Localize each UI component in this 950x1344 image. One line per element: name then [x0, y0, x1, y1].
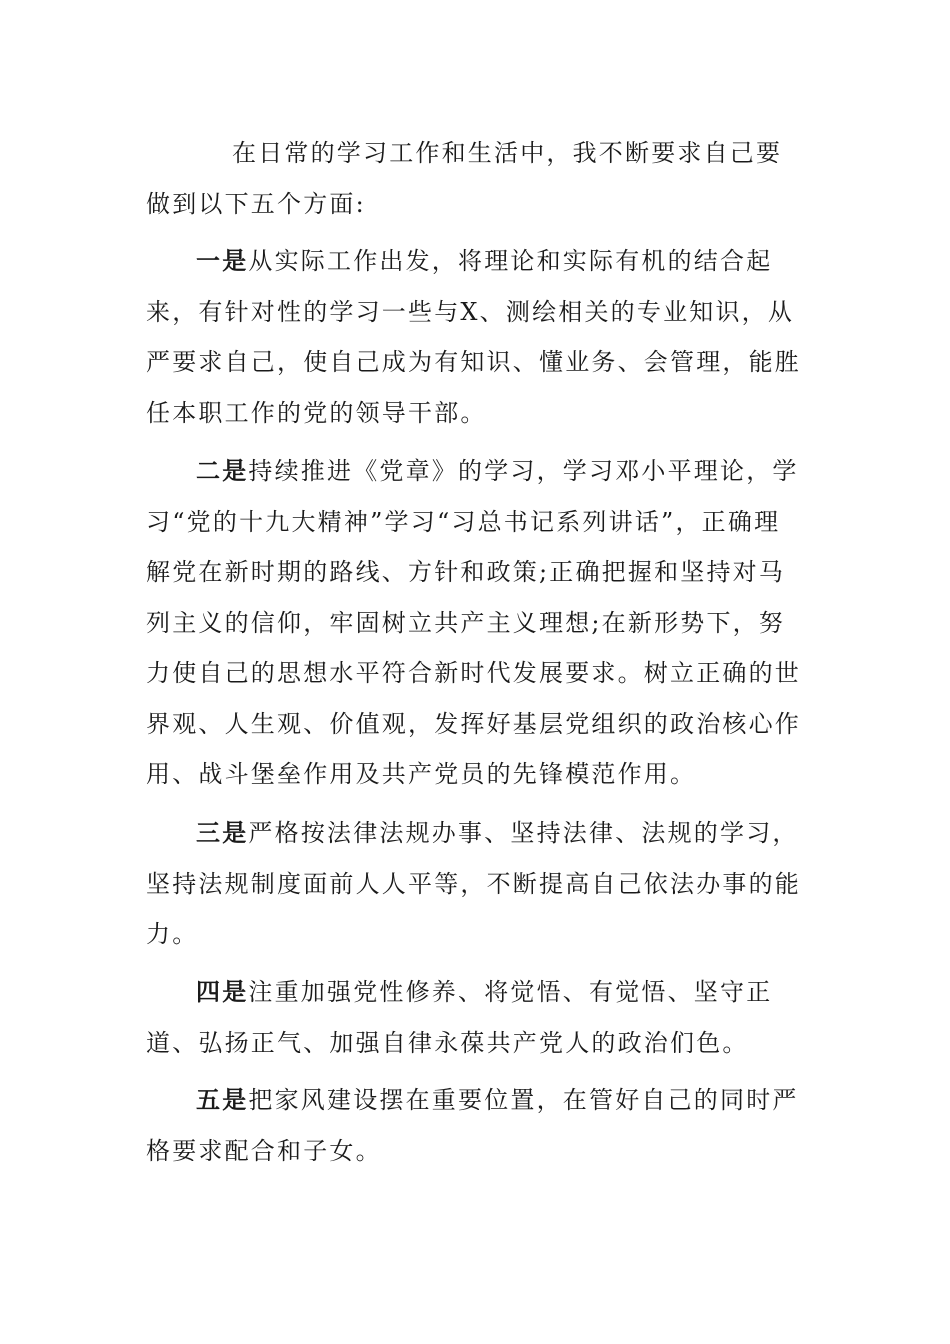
item-lead-3: 三是	[196, 818, 249, 847]
item-text-5: 把家风建设摆在重要位置，在管好自己的同时严格要求配合和子女。	[146, 1086, 799, 1165]
item-lead-2: 二是	[196, 456, 249, 485]
item-paragraph-5	[146, 1075, 806, 1176]
item-lead-4: 四是	[196, 977, 249, 1006]
item-text-2: 持续推进《党章》的学习，学习邓小平理论，学习“党的十九大精神”学习“习总书记系列讲话”，正确理解党在新时期的路线、方针和政策;正确把握和坚持对马列主义的信仰，牢固树立共产主义理想;在新形势下，努力使自己的思想水平符合新时代发展要求。树立正确的世界观、人生观、价值观，发挥好基层党组织的政治核心作用、战斗堡垒作用及共产党员的先锋模范作用。	[146, 457, 801, 788]
item-text-1: 从实际工作出发，将理论和实际有机的结合起来，有针对性的学习一些与X、测绘相关的专业知识，从严要求自己，使自己成为有知识、懂业务、会管理，能胜任本职工作的党的领导干部。	[146, 247, 801, 427]
item-text-3: 严格按法律法规办事、坚持法律、法规的学习，坚持法规制度面前人人平等，不断提高自己依法办事的能力。	[146, 819, 801, 948]
item-text-4: 注重加强党性修养、将觉悟、有觉悟、坚守正道、弘扬正气、加强自律永葆共产党人的政治们色。	[146, 978, 773, 1057]
item-lead-5: 五是	[196, 1085, 249, 1114]
item-paragraph-4	[146, 967, 806, 1068]
item-paragraph-1	[146, 236, 806, 438]
item-paragraph-2	[146, 446, 806, 800]
item-lead-1: 一是	[196, 246, 249, 275]
intro-paragraph: 在日常的学习工作和生活中，我不断要求自己要做到以下五个方面:	[146, 139, 783, 218]
item-paragraph-3	[146, 808, 806, 960]
